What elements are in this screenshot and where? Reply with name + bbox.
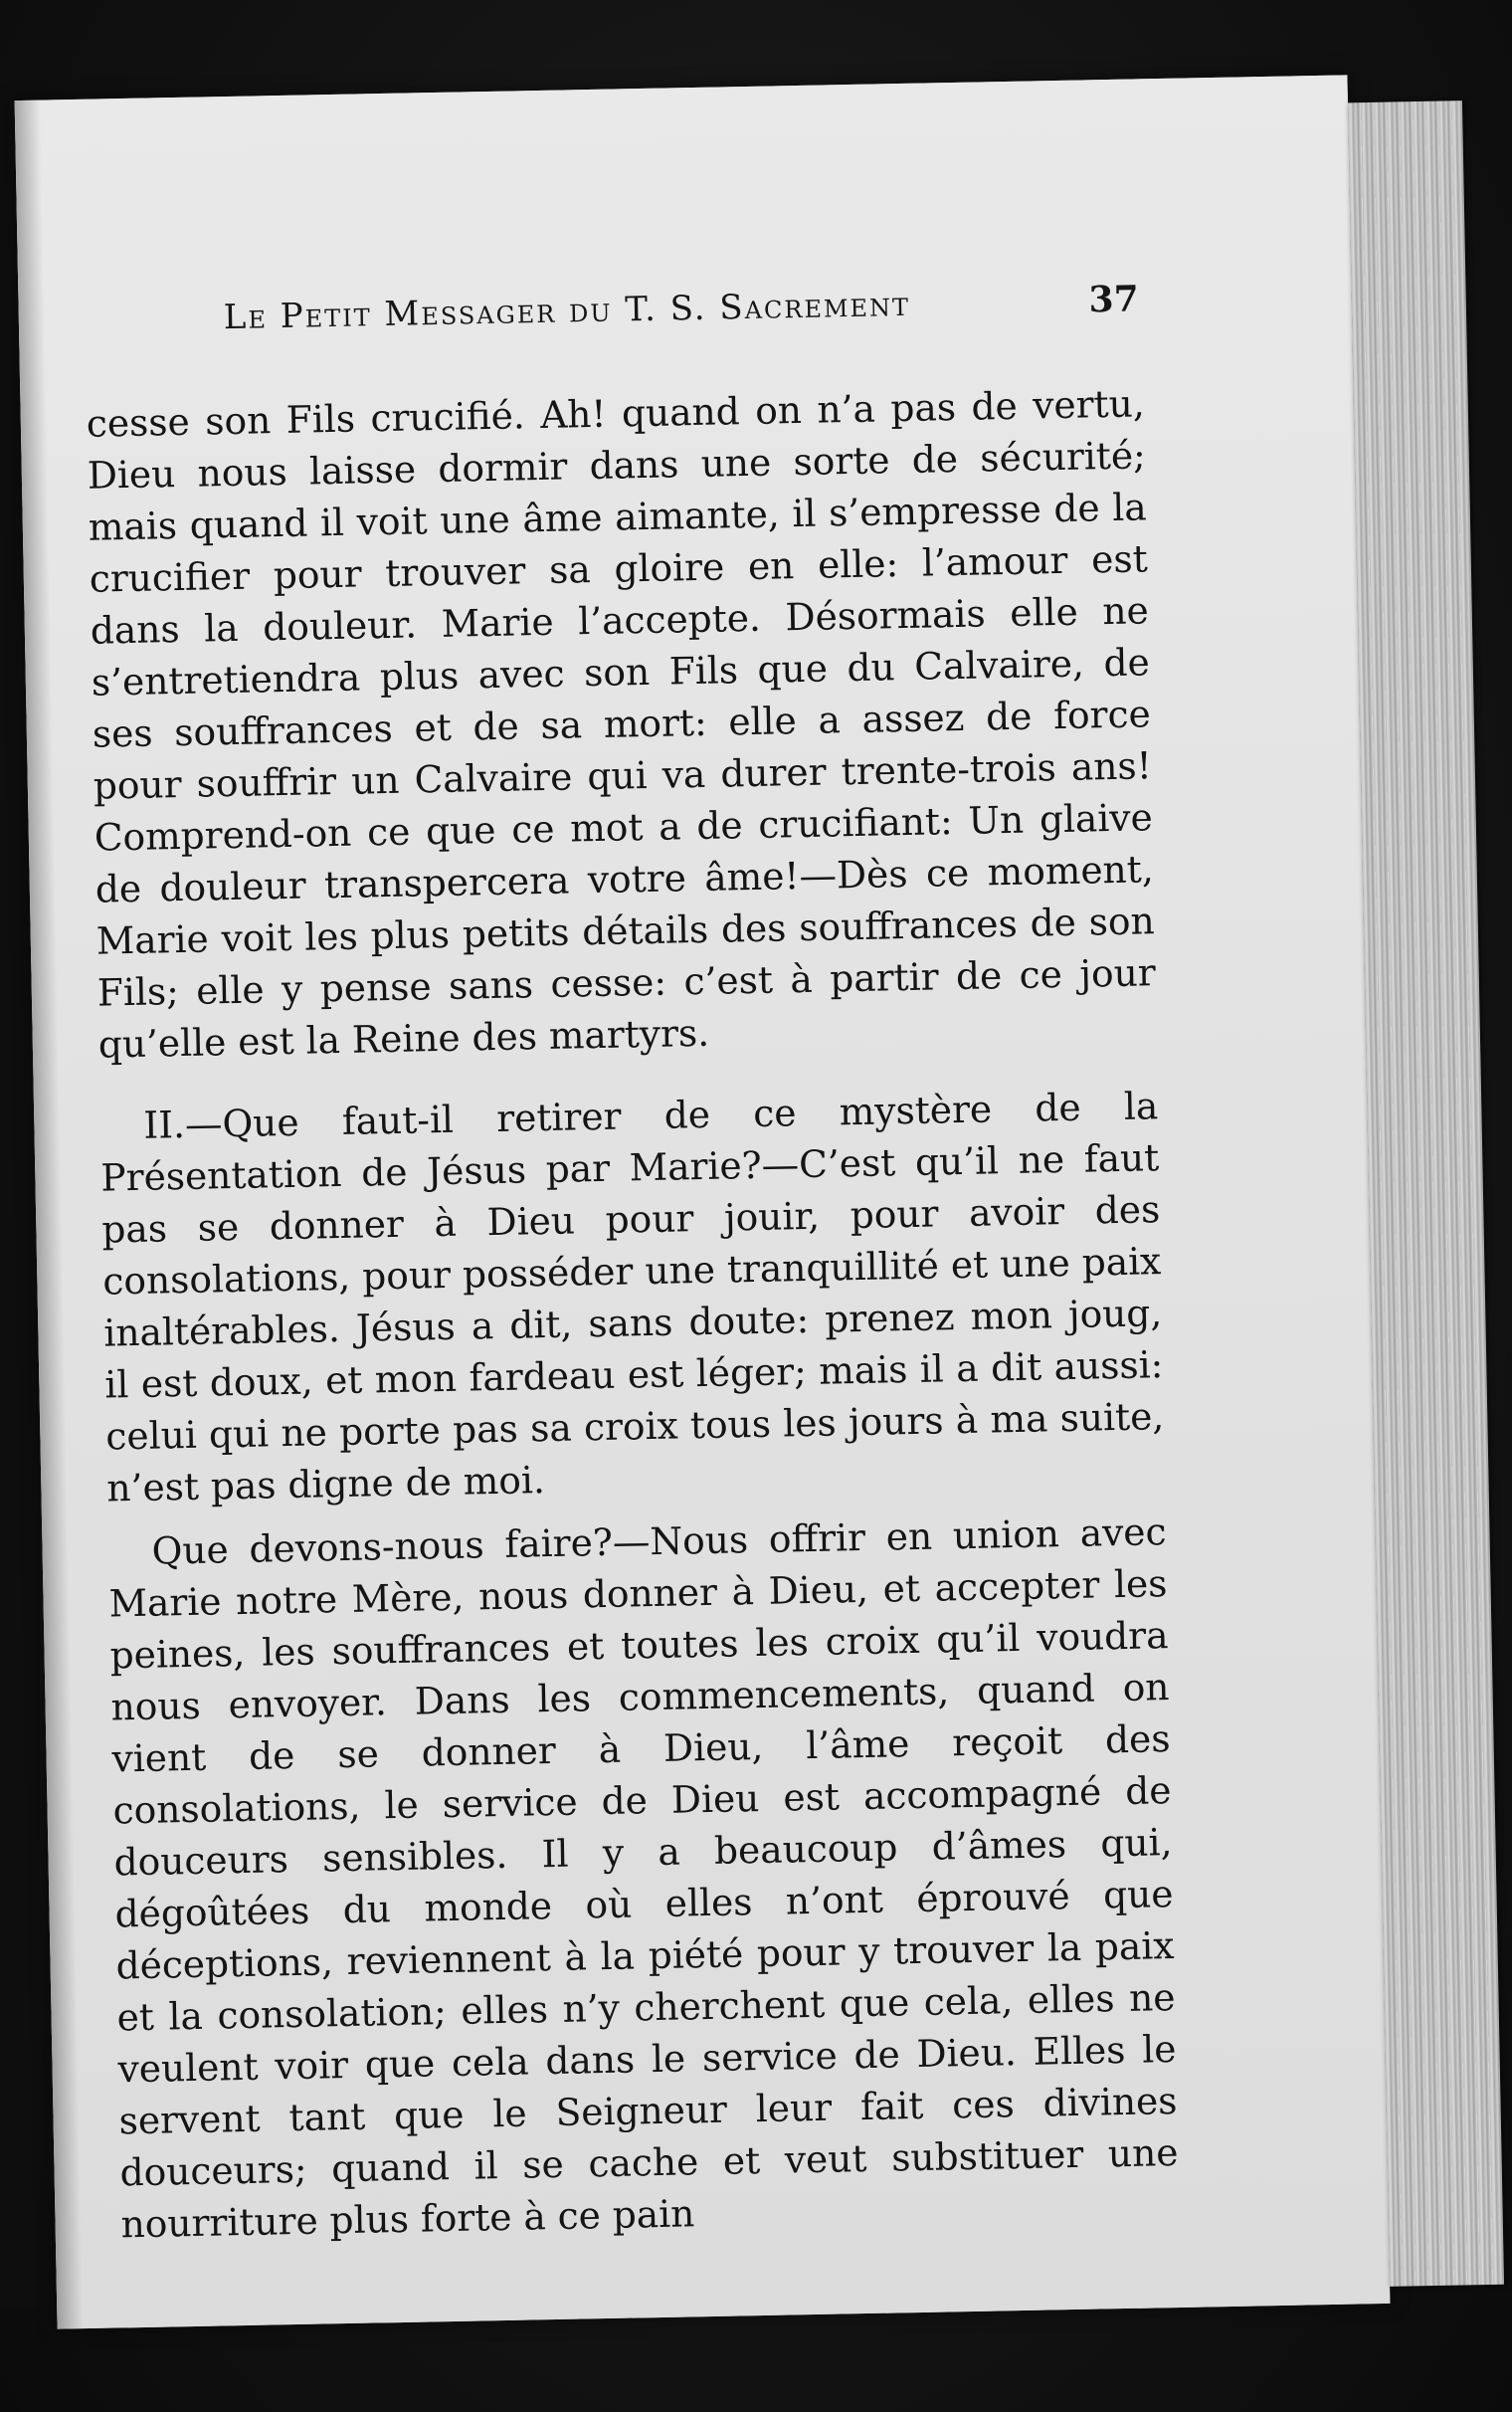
- paragraph-continuation: cesse son Fils crucifié. Ah! quand on n’a pas de vertu, Dieu nous laisse dormir dans une sorte de sécurité; mais quand il voit une âme aimante, il s’empresse de la crucifier pour trouver sa gloire en elle: l’amour est dans la douleur. Marie l’accepte. Désormais elle ne s’entretiendra plus avec son Fils que du Calvaire, de ses souffrances et de sa mort: elle a assez de force pour souffrir un Calvaire qui va durer trente-trois ans! Comprend-on ce que ce mot a de crucifiant: Un glaive de douleur transpercera votre âme!—Dès ce moment, Marie voit les plus petits détails des souffrances de son Fils; elle y pense sans cesse: c’est à partir de ce jour qu’elle est la Reine des martyrs.: [86, 381, 1157, 1067]
- paragraph-section-ii: II.—Que faut-il retirer de ce mystère de la Présentation de Jésus par Marie?—C’est qu’il ne faut pas se donner à Dieu pour jouir, pour avoir des consolations, pour posséder une tranquillité et une paix inaltérables. Jésus a dit, sans doute: prenez mon joug, il est doux, et mon fardeau est léger; mais il a dit aussi: celui qui ne porte pas sa croix tous les jours à ma suite, n’est pas digne de moi.: [99, 1084, 1165, 1510]
- paragraph-que-devons-nous: Que devons-nous faire?—Nous offrir en union avec Marie notre Mère, nous donner à Dieu, et accepter les peines, les souffrances et toutes les croix qu’il voudra nous envoyer. Dans les commencements, quand on vient de se donner à Dieu, l’âme reçoit des consolations, le service de Dieu est accompagné de douceurs sensibles. Il y a beaucoup d’âmes qui, dégoûtées du monde où elles n’ont éprouvé que déceptions, reviennent à la piété pour y trouver la paix et la consolation; elles n’y cherchent que cela, elles ne veulent voir que cela dans le service de Dieu. Elles le servent tant que le Seigneur leur fait ces divines douceurs; quand il se cache et veut substituer une nourriture plus forte à ce pain: [108, 1509, 1179, 2247]
- body-text: [86, 377, 1180, 2250]
- running-head: [223, 278, 1139, 355]
- running-title: Le Petit Messager du T. S. Sacrement: [223, 284, 911, 338]
- book-page: [15, 75, 1391, 2328]
- page-number: 37: [1088, 278, 1140, 321]
